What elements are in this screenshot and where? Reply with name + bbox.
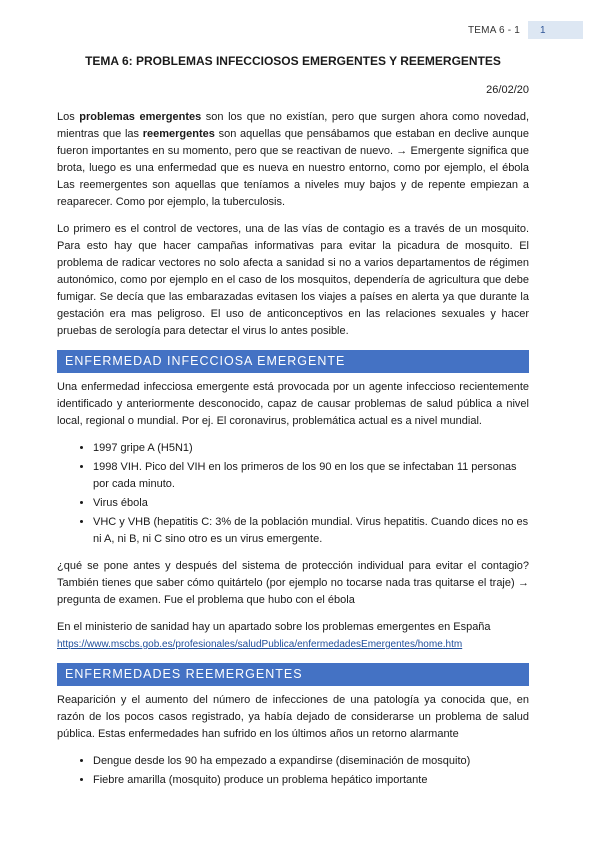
page-title: TEMA 6: PROBLEMAS INFECCIOSOS EMERGENTES Y REEMERGENTES	[85, 54, 501, 68]
page-header	[468, 21, 583, 39]
section1-paragraph-2: ¿qué se pone antes y después del sistema de protección individual para evitar el contagio? También tienes que saber cómo quitártelo (por ejemplo no tocarse nada tras quitarse el traje) → pregunta de examen. Fue el problema que hubo con el ébola	[57, 560, 529, 606]
intro-paragraph-2: Lo primero es el control de vectores, una de las vías de contagio es a través de un mosquito. Para esto hay que hacer campañas informativas para evitar la picadura de mosquito. El problema de radicar vectores no solo afecta a sanidad si no a varios departamentos de régimen autonómico, como por ejemplo en el caso de los mosquitos, dependería de agricultura que debe fumigar. Se decía que las embarazadas evitasen los viajes a países en alerta ya que durante la gestación era mas peligroso. El uso de anticonceptivos en las relaciones sexuales y hacer pruebas de serología para detectar el virus lo antes posible.	[57, 223, 529, 337]
section1-bullet-list	[57, 440, 529, 548]
ministry-link-line	[57, 636, 529, 653]
list-item: • 1997 gripe A (H5N1)	[93, 440, 529, 457]
header-page-number: 1	[528, 21, 583, 39]
list-item: • Dengue desde los 90 ha empezado a expandirse (diseminación de mosquito)	[93, 753, 529, 770]
list-item: • Virus ébola	[93, 495, 529, 512]
section-heading-emergente: ENFERMEDAD INFECCIOSA EMERGENTE	[57, 350, 529, 373]
term-emergentes: problemas emergentes	[79, 111, 202, 123]
intro-text: Los	[57, 111, 80, 123]
intro-text: son aquellas que pensábamos que estaban en declive aunque fueron importantes en su momento, pero que se reactivan de nuevo. → Emergente significa que brota, luego es una enfermedad que es nueva en nuestro entorno, como por ejemplo, el ébola Las reemergentes son aquellas que teníamos a niveles muy bajos y de repente empiezan a reaparecer. Como por ejemplo, la tuberculosis.	[57, 128, 529, 208]
section2-bullet-list	[57, 753, 529, 789]
document-body	[57, 52, 529, 799]
list-item: • Fiebre amarilla (mosquito) produce un problema hepático importante	[93, 772, 529, 789]
term-reemergentes: reemergentes	[142, 128, 215, 140]
intro-text: son los que no existían, pero que surgen ahora como novedad, mientras que las	[57, 111, 529, 140]
intro-paragraph-1	[57, 109, 529, 211]
section1-paragraph-1: Una enfermedad infecciosa emergente está provocada por un agente infeccioso recientemente identificado y anteriormente desconocido, capaz de causar problemas de salud pública a nivel local, regional o mundial. Por ej. El coronavirus, problemática actual es a nivel mundial.	[57, 381, 529, 427]
list-item: • VHC y VHB (hepatitis C: 3% de la población mundial. Virus hepatitis. Cuando dices no es ni A, ni B, ni C sino otro es un virus emergente.	[93, 514, 529, 548]
section2-paragraph-1: Reaparición y el aumento del número de infecciones de una patología ya conocida que, en razón de los pocos casos registrado, ya había dejado de considerarse un problema de salud pública. Estas enfermedades han sufrido en los últimos años un retorno alarmante	[57, 694, 529, 740]
list-item: • 1998 VIH. Pico del VIH en los primeros de los 90 en los que se infectaban 11 personas por cada minuto.	[93, 459, 529, 493]
section-heading-reemergentes: ENFERMEDADES REEMERGENTES	[57, 663, 529, 686]
section1-paragraph-3: En el ministerio de sanidad hay un apartado sobre los problemas emergentes en España	[57, 621, 491, 633]
header-topic: TEMA 6 - 1	[467, 24, 520, 36]
document-date: 26/02/20	[486, 84, 529, 96]
ministry-link[interactable]: https://www.mscbs.gob.es/profesionales/saludPublica/enfermedadesEmergentes/home.htm	[57, 639, 463, 650]
